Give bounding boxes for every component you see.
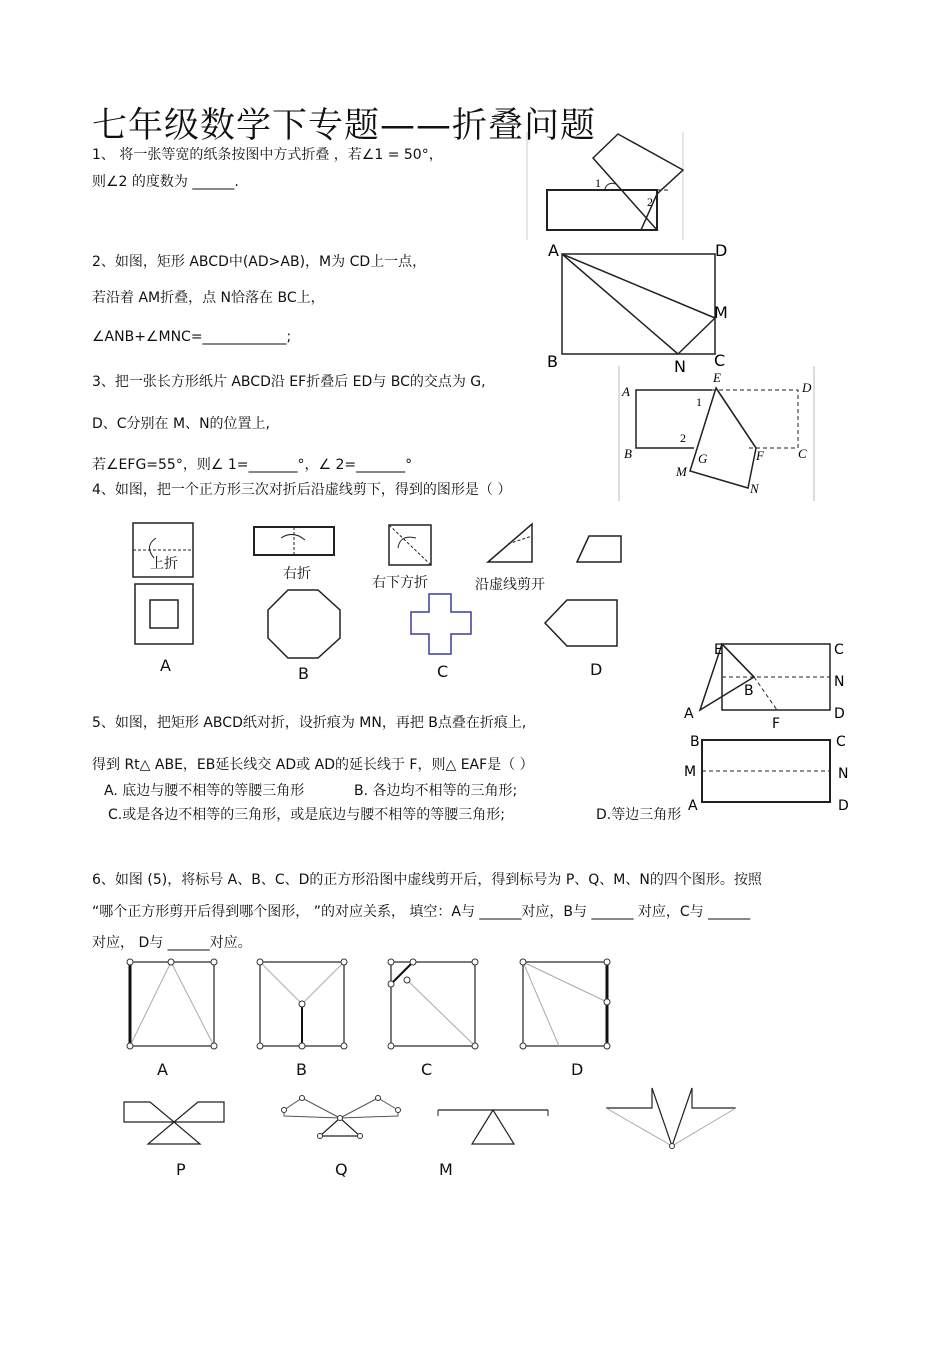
- q2-line2: 若沿着 AM折叠，点 N恰落在 BC上，: [92, 290, 325, 306]
- q3-figure: [618, 366, 816, 501]
- q5-figure-top: [682, 636, 852, 732]
- q2-figure: [540, 240, 740, 375]
- q3-line3: 若∠EFG=55°，则∠ 1=_______°，∠ 2=_______°: [92, 457, 413, 473]
- svg-text:N: N: [838, 766, 849, 782]
- svg-text:1: 1: [696, 395, 702, 409]
- q4-option-C-figure: [409, 592, 473, 656]
- q2-label-A: A: [548, 241, 559, 260]
- svg-text:M: M: [684, 764, 697, 780]
- q4-step3: [388, 524, 434, 568]
- q6-shape-P-label: P: [176, 1160, 186, 1179]
- q6-square-C: [387, 958, 479, 1050]
- svg-text:F: F: [772, 716, 781, 732]
- q2-label-B: B: [547, 352, 558, 371]
- q4-step2: [253, 526, 337, 558]
- q6-line1: 6、如图 (5)，将标号 A、B、C、D的正方形沿图中虚线剪开后，得到标号为 P、Q、M、N的四个图形。按照: [92, 872, 762, 888]
- q4-option-D-figure: [543, 598, 621, 650]
- q6-square-B: [256, 958, 348, 1050]
- q5-line2: 得到 Rt△ ABE，EB延长线交 AD或 AD的延长线于 F，则△ EAF是（ ）: [92, 757, 534, 773]
- q4-option-A-figure: [133, 582, 195, 646]
- svg-text:D: D: [802, 380, 812, 395]
- q6-square-D-label: D: [571, 1060, 584, 1079]
- q6-shape-M: [436, 1100, 550, 1148]
- svg-text:E: E: [713, 370, 721, 385]
- svg-text:N: N: [834, 674, 845, 690]
- q3-line1: 3、把一张长方形纸片 ABCD沿 EF折叠后 ED与 BC的交点为 G,: [92, 374, 486, 390]
- q6-line2: “哪个正方形剪开后得到哪个图形， ”的对应关系， 填空：A与 ______对应，B与 ______ 对应，C与 ______: [92, 904, 751, 920]
- page-title: 七年级数学下专题——折叠问题: [92, 106, 597, 146]
- q4-option-B-figure: [266, 588, 342, 660]
- q4-option-A: A: [160, 656, 171, 675]
- svg-text:A: A: [688, 798, 698, 814]
- q2-label-M: M: [714, 303, 728, 322]
- q4-step4: [486, 522, 536, 564]
- q6-square-C-label: C: [421, 1060, 433, 1079]
- svg-text:B: B: [624, 446, 632, 461]
- q6-shape-N: [604, 1084, 738, 1150]
- q5-option-D: D.等边三角形: [596, 807, 682, 823]
- q6-shape-Q-label: Q: [335, 1160, 348, 1179]
- q6-shape-M-label: M: [439, 1160, 453, 1179]
- q6-square-A: [126, 958, 218, 1050]
- svg-text:G: G: [698, 451, 708, 466]
- q2-line1: 2、如图，矩形 ABCD中(AD>AB)，M为 CD上一点，: [92, 254, 427, 270]
- svg-text:B: B: [690, 734, 700, 750]
- svg-text:2: 2: [680, 431, 686, 445]
- svg-text:A: A: [622, 384, 630, 399]
- svg-text:C: C: [834, 642, 844, 658]
- q1-figure: [525, 132, 685, 240]
- svg-text:F: F: [756, 448, 764, 463]
- q6-line3: 对应， D与 ______对应。: [92, 935, 252, 951]
- q1-line2: 则∠2 的度数为 ______.: [92, 174, 239, 190]
- q4-option-B: B: [298, 664, 309, 683]
- q6-square-D: [519, 958, 611, 1050]
- svg-text:N: N: [750, 481, 759, 496]
- q2-label-C: C: [714, 351, 726, 370]
- svg-text:D: D: [834, 706, 845, 722]
- svg-text:B: B: [744, 683, 754, 699]
- q2-line3: ∠ANB+∠MNC=____________;: [92, 329, 292, 345]
- q4-option-C: C: [437, 662, 449, 681]
- q2-label-N: N: [674, 357, 686, 376]
- q6-shape-P: [122, 1098, 226, 1148]
- q3-line2: D、C分别在 M、N的位置上,: [92, 416, 271, 432]
- q4-step5: [575, 534, 625, 564]
- q4-step4-label: 沿虚线剪开: [475, 577, 545, 593]
- q1-angle-1-label: 1: [595, 176, 601, 190]
- q5-line1: 5、如图，把矩形 ABCD纸对折，设折痕为 MN，再把 B点叠在折痕上,: [92, 715, 527, 731]
- svg-text:A: A: [684, 706, 694, 722]
- q5-option-A: A. 底边与腰不相等的等腰三角形: [104, 783, 305, 799]
- svg-text:C: C: [836, 734, 846, 750]
- q4-option-D: D: [590, 660, 603, 679]
- svg-text:C: C: [798, 446, 807, 461]
- q6-square-B-label: B: [296, 1060, 307, 1079]
- q5-option-B: B. 各边均不相等的三角形;: [354, 783, 518, 799]
- q4-step2-label: 右折: [283, 566, 311, 582]
- q1-angle-2-label: 2: [647, 195, 653, 209]
- q4-step1-label: 上折: [150, 556, 178, 572]
- q6-square-A-label: A: [157, 1060, 168, 1079]
- q5-figure-bottom: [682, 730, 852, 816]
- q4-line1: 4、如图，把一个正方形三次对折后沿虚线剪下，得到的图形是（ ）: [92, 482, 512, 498]
- svg-text:E: E: [714, 642, 723, 658]
- q5-option-C: C.或是各边不相等的三角形，或是底边与腰不相等的等腰三角形;: [108, 807, 505, 823]
- q4-step3-label: 右下方折: [372, 575, 428, 591]
- q6-shape-Q: [280, 1094, 404, 1142]
- q1-line1: 1、 将一张等宽的纸条按图中方式折叠 ，若∠1 = 50°，: [92, 147, 443, 163]
- svg-text:M: M: [676, 464, 687, 479]
- svg-text:D: D: [838, 798, 849, 814]
- q2-label-D: D: [715, 241, 728, 260]
